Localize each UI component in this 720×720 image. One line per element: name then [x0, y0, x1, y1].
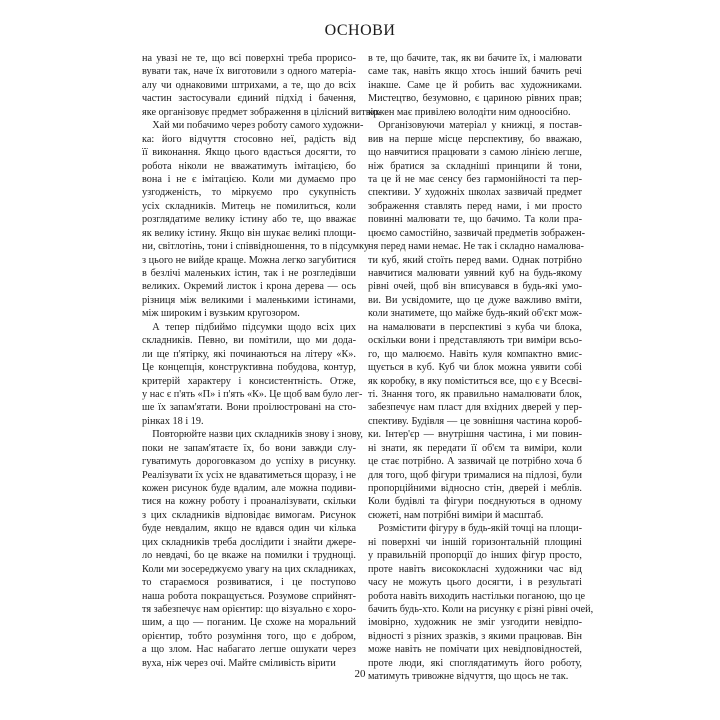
- text-line: наша робота покращується. Розумове сприйнят-: [142, 590, 356, 602]
- text-line: рінках 18 і 19.: [142, 415, 204, 427]
- text-line: ні поверхні чи іншій горизонтальній площині: [368, 536, 582, 548]
- text-line: робота навіть виходить настільки поганою, що це: [368, 590, 586, 602]
- text-line: часу не можуть цього досягти, і в результаті: [368, 577, 582, 589]
- text-line: проте люди, які споглядатимуть його роботу,: [368, 657, 582, 669]
- text-line: Повторюйте назви цих складників знову і знову,: [142, 429, 363, 441]
- text-line: це стає потрібно. А зазвичай це потрібно хоча б: [368, 456, 582, 468]
- text-line: цих складників треба дослідити і знайти джере-: [142, 536, 356, 548]
- text-line: на увазі не те, що всі поверхні треба прорисо-: [142, 53, 356, 64]
- text-line: у нас є п'ять «П» і п'ять «К». Це щоб вам було лег-: [142, 388, 363, 400]
- text-line: пропорційними відносно стін, дверей і меблів.: [368, 483, 582, 494]
- text-line: відності з різних зразків, з якими працював. Він: [368, 630, 582, 642]
- text-line: як велику істину. Якщо він шукає великі площи-: [142, 227, 356, 239]
- text-line: робота ніколи не вважатимуть імітацією, бо: [142, 160, 356, 172]
- text-line: з цього не вийде краще. Можна легко загубитися: [142, 254, 356, 266]
- text-line: саме так, навіть якщо хтось інший бачить речі: [368, 66, 582, 78]
- text-line: вуха, ніж через очі. Майте сміливість вірити: [142, 657, 336, 669]
- text-line: Це концепція, конструктивна побудова, контур,: [142, 362, 356, 374]
- text-line: імовірно, художник не зміг узгодити невідпо-: [368, 617, 582, 629]
- text-line: спективу. Будівля — це зовнішня частина короб-: [368, 415, 582, 427]
- text-line: ніж братися за складніші принципи й тони,: [368, 160, 582, 172]
- text-line: тися на кожну роботу і проаналізувати, скільки: [142, 496, 356, 508]
- text-line: навчитися малювати уявний куб на будь-якому: [368, 268, 582, 279]
- left-column: [142, 52, 382, 670]
- text-line: для того, щоб фігури трималися на підлозі, були: [368, 469, 582, 481]
- text-line: в безлічі маленьких істин, так і не розгледівши: [142, 268, 356, 279]
- right-column: [368, 52, 594, 684]
- text-line: коли знатимете, що майже будь-який об'єкт мож-: [368, 308, 582, 320]
- text-line: як коробку, в яку поміститься все, що є у Всесві-: [368, 375, 582, 387]
- text-line: на намалювати в перспективі з куба чи блока,: [368, 321, 582, 333]
- text-line: ка: його відчуття стосовно неї, радість від: [142, 133, 356, 145]
- text-line: усіх складників. Митець не помилиться, коли: [142, 200, 356, 212]
- text-line: гуватимуть дороговказом до успіху в рисунку.: [142, 456, 356, 468]
- text-line: алу чи однаковими штрихами, а те, що до всіх: [142, 79, 356, 91]
- text-line: ні знати, як передати її об'єм та виміри, коли: [368, 442, 582, 454]
- text-line: спективи. У художніх школах зазвичай предмет: [368, 187, 582, 199]
- text-line: Мистецтво, безумовно, є цариною рівних прав;: [368, 93, 582, 105]
- text-line: великих. Окремий листок і крона дерева — ось: [142, 281, 356, 293]
- text-line: ни, світлотінь, тони і співвідношення, то в підсумку: [142, 241, 370, 253]
- text-line: го, що малюємо. Навіть куля компактно вмис-: [368, 348, 582, 360]
- text-line: ло невдачі, бо це вкаже на помилки і труднощі.: [142, 550, 356, 562]
- text-line: Коли будівлі та фігури поєднуються в одному: [368, 496, 582, 508]
- text-line: у правильній пропорції до інших фігур просто,: [368, 550, 582, 562]
- text-line: Розмістити фігуру в будь-якій точці на площи-: [368, 523, 582, 535]
- text-line: рівні очей, щоб він вписувався в будь-які умо-: [368, 281, 582, 293]
- text-line: Хай ми побачимо через роботу самого художни-: [142, 120, 364, 132]
- text-line: тя забезпечує нам орієнтир: що візуально є хоро-: [142, 603, 356, 615]
- text-line: Реалізувати їх усіх не вдаватиметься щоразу, і не: [142, 469, 356, 481]
- text-line: ня перед нами немає. Не так і складно намалюва-: [368, 241, 584, 253]
- text-line: вона і не є імітацією. Коли ми думаємо про: [142, 173, 356, 185]
- text-line: ти куб, який стоїть перед вами. Однак потрібно: [368, 254, 582, 266]
- text-line: ше їх запам'ятати. Вони проілюстровані на сто-: [142, 402, 356, 414]
- text-line: розглядатиме велику істину або те, що вважає: [142, 214, 356, 226]
- text-line: шим, а що — поганим. Це схоже на моральний: [142, 617, 356, 629]
- text-line: критерій характеру і консистентність. Отже,: [142, 375, 356, 387]
- text-line: ки. Інтер'єр — внутрішня частина, і ми повин-: [368, 429, 582, 441]
- text-line: в те, що бачите, так, як ви бачите їх, і малювати: [368, 53, 582, 64]
- text-line: з цих складників відповідає вимогам. Рисунок: [142, 509, 356, 521]
- text-line: сюжеті, нам потрібні виміри й масштаб.: [368, 509, 544, 521]
- text-line: ли ще п'ятірку, які починаються на літеру «К».: [142, 348, 356, 360]
- text-line: її виконання. Якщо цього вдасться досягти, то: [142, 147, 356, 159]
- text-line: А тепер підбиймо підсумки щодо всіх цих: [142, 321, 356, 333]
- text-line: проте навіть висококласні художники час від: [368, 563, 582, 575]
- text-line: Коли ми зосереджуємо увагу на цих складниках,: [142, 563, 356, 575]
- text-line: інакше. Саме це й робить вас художниками.: [368, 79, 582, 91]
- text-line: яке організовує предмет зображення в цілісний витвір.: [142, 106, 382, 118]
- text-line: різниця між великими і маленькими істинами,: [142, 294, 356, 306]
- text-line: та це й не має сенсу без гармонійності та пер-: [368, 173, 582, 185]
- text-line: ви. Ви усвідомите, що це дуже важливо вміти,: [368, 294, 582, 306]
- text-line: може навіть не помічати цих невідповідностей,: [368, 644, 582, 656]
- text-line: Організовуючи матеріал у книжці, я постав-: [368, 120, 582, 132]
- text-line: а що злом. Нас набагато легше ошукати через: [142, 644, 356, 656]
- text-line: зображення ставлять перед нами, і ми просто: [368, 200, 582, 212]
- text-line: щується в куб. Куб чи блок можна уявити собі: [368, 362, 582, 374]
- text-line: орієнтир, тобто розуміння того, що є добром,: [142, 630, 356, 642]
- text-line: забезпечує нам пласт для вхідних дверей у пер-: [368, 402, 582, 414]
- text-line: то стараємося розвиватися, і це поступово: [142, 577, 356, 589]
- text-line: вив на перше місце перспективу, бо вважаю,: [368, 133, 582, 145]
- text-line: вувати так, наче їх виготовили з одного матеріа-: [142, 66, 356, 78]
- text-line: кожен має привілею володіти ним одноосібно.: [368, 106, 571, 118]
- text-line: матимуть тривожне відчуття, що щось не так.: [368, 671, 569, 683]
- text-line: складників. Певно, ви помітили, що ми дода-: [142, 335, 356, 347]
- text-line: цюємо самостійно, зазвичай предметів зображен-: [368, 227, 586, 239]
- text-line: оскільки вони і представляють три виміри всьо-: [368, 335, 582, 347]
- page-number: 20: [354, 668, 366, 680]
- text-line: кожен рисунок буде вдалим, але можна подиви-: [142, 483, 356, 494]
- text-line: між широким і вузьким кругозором.: [142, 308, 300, 320]
- text-line: узгодженість, то міркуємо про сукупність: [142, 187, 356, 199]
- running-head: ОСНОВИ: [324, 22, 396, 39]
- text-line: поки не запам'ятаєте їх, бо вони завжди слу-: [142, 442, 356, 454]
- text-line: ті. Знання того, як правильно намалювати блок,: [368, 388, 582, 400]
- text-line: бачить будь-хто. Коли на рисунку є різні рівні очей,: [368, 603, 594, 615]
- text-line: буде невдалим, якщо не вдався один чи кілька: [142, 523, 356, 535]
- text-line: частин застосували єдиний підхід і бачення,: [142, 93, 356, 105]
- text-line: повинні малювати те, що бачимо. Та коли пра-: [368, 214, 582, 226]
- text-line: що навчитися працювати з самою лінією легше,: [368, 147, 582, 159]
